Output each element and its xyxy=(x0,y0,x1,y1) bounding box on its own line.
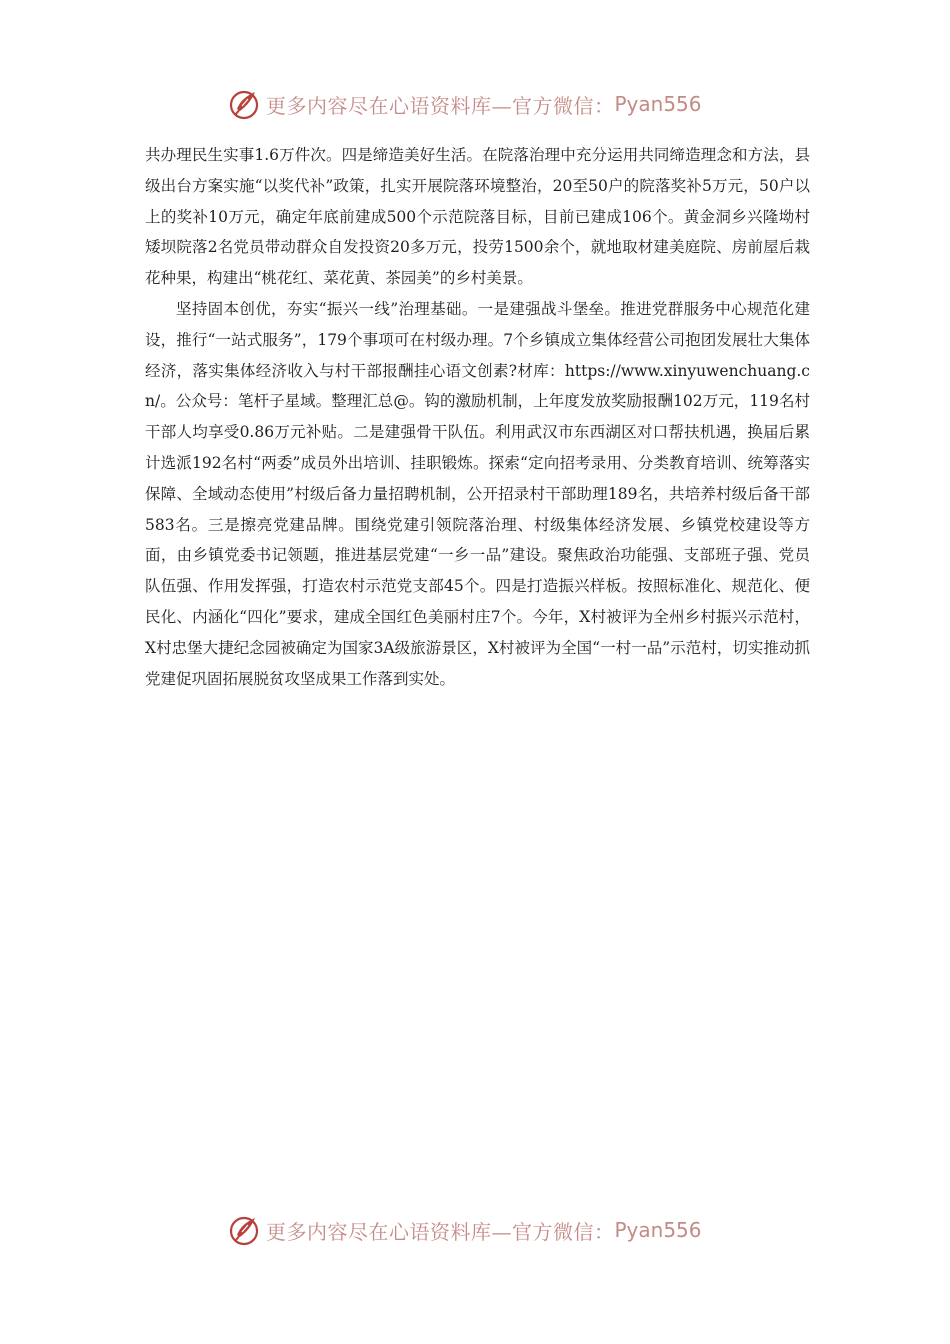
footer-watermark xyxy=(228,1210,702,1250)
watermark-wechat-id: Pyan556 xyxy=(614,92,702,116)
watermark-text: 更多内容尽在心语资料库—官方微信： xyxy=(266,1219,615,1244)
watermark-text: 更多内容尽在心语资料库—官方微信： xyxy=(266,93,615,118)
watermark-wechat-id: Pyan556 xyxy=(614,1218,702,1242)
header-watermark xyxy=(228,84,702,124)
pen-nib-circle-icon xyxy=(228,87,262,121)
paragraph-2: 坚持固本创优，夯实“振兴一线”治理基础。一是建强战斗堡垒。推进党群服务中心规范化建设，推行“一站式服务”，179个事项可在村级办理。7个乡镇成立集体经营公司抱团发展壮大集体经济，落实集体经济收入与村干部报酬挂心语文创素?材库：https://www.xinyuwenchuang.cn/。公众号：笔杆子星域。整理汇总@。钩的激励机制，上年度发放奖励报酬102万元，119名村干部人均享受0.86万元补贴。二是建强骨干队伍。利用武汉市东西湖区对口帮扶机遇，换届后累计选派192名村“两委”成员外出培训、挂职锻炼。探索“定向招考录用、分类教育培训、统筹落实保障、全域动态使用”村级后备力量招聘机制，公开招录村干部助理189名，共培养村级后备干部583名。三是擦亮党建品牌。围绕党建引领院落治理、村级集体经济发展、乡镇党校建设等方面，由乡镇党委书记领题，推进基层党建“一乡一品”建设。聚焦政治功能强、支部班子强、党员队伍强、作用发挥强，打造农村示范党支部45个。四是打造振兴样板。按照标准化、规范化、便民化、内涵化“四化”要求，建成全国红色美丽村庄7个。今年，X村被评为全州乡村振兴示范村，X村忠堡大捷纪念园被确定为国家3A级旅游景区，X村被评为全国“一村一品”示范村，切实推动抓党建促巩固拓展脱贫攻坚成果工作落到实处。 xyxy=(145,299,810,688)
paragraph-1: 共办理民生实事1.6万件次。四是缔造美好生活。在院落治理中充分运用共同缔造理念和方法，县级出台方案实施“以奖代补”政策，扎实开展院落环境整治，20至50户的院落奖补5万元，50户以上的奖补10万元，确定年底前建成500个示范院落目标，目前已建成106个。黄金洞乡兴隆坳村矮坝院落2名党员带动群众自发投资20多万元，投劳1500余个，就地取材建美庭院、房前屋后栽花种果，构建出“桃花红、菜花黄、茶园美”的乡村美景。 xyxy=(145,146,810,288)
pen-nib-circle-icon xyxy=(228,1213,262,1247)
body-text xyxy=(145,140,810,694)
